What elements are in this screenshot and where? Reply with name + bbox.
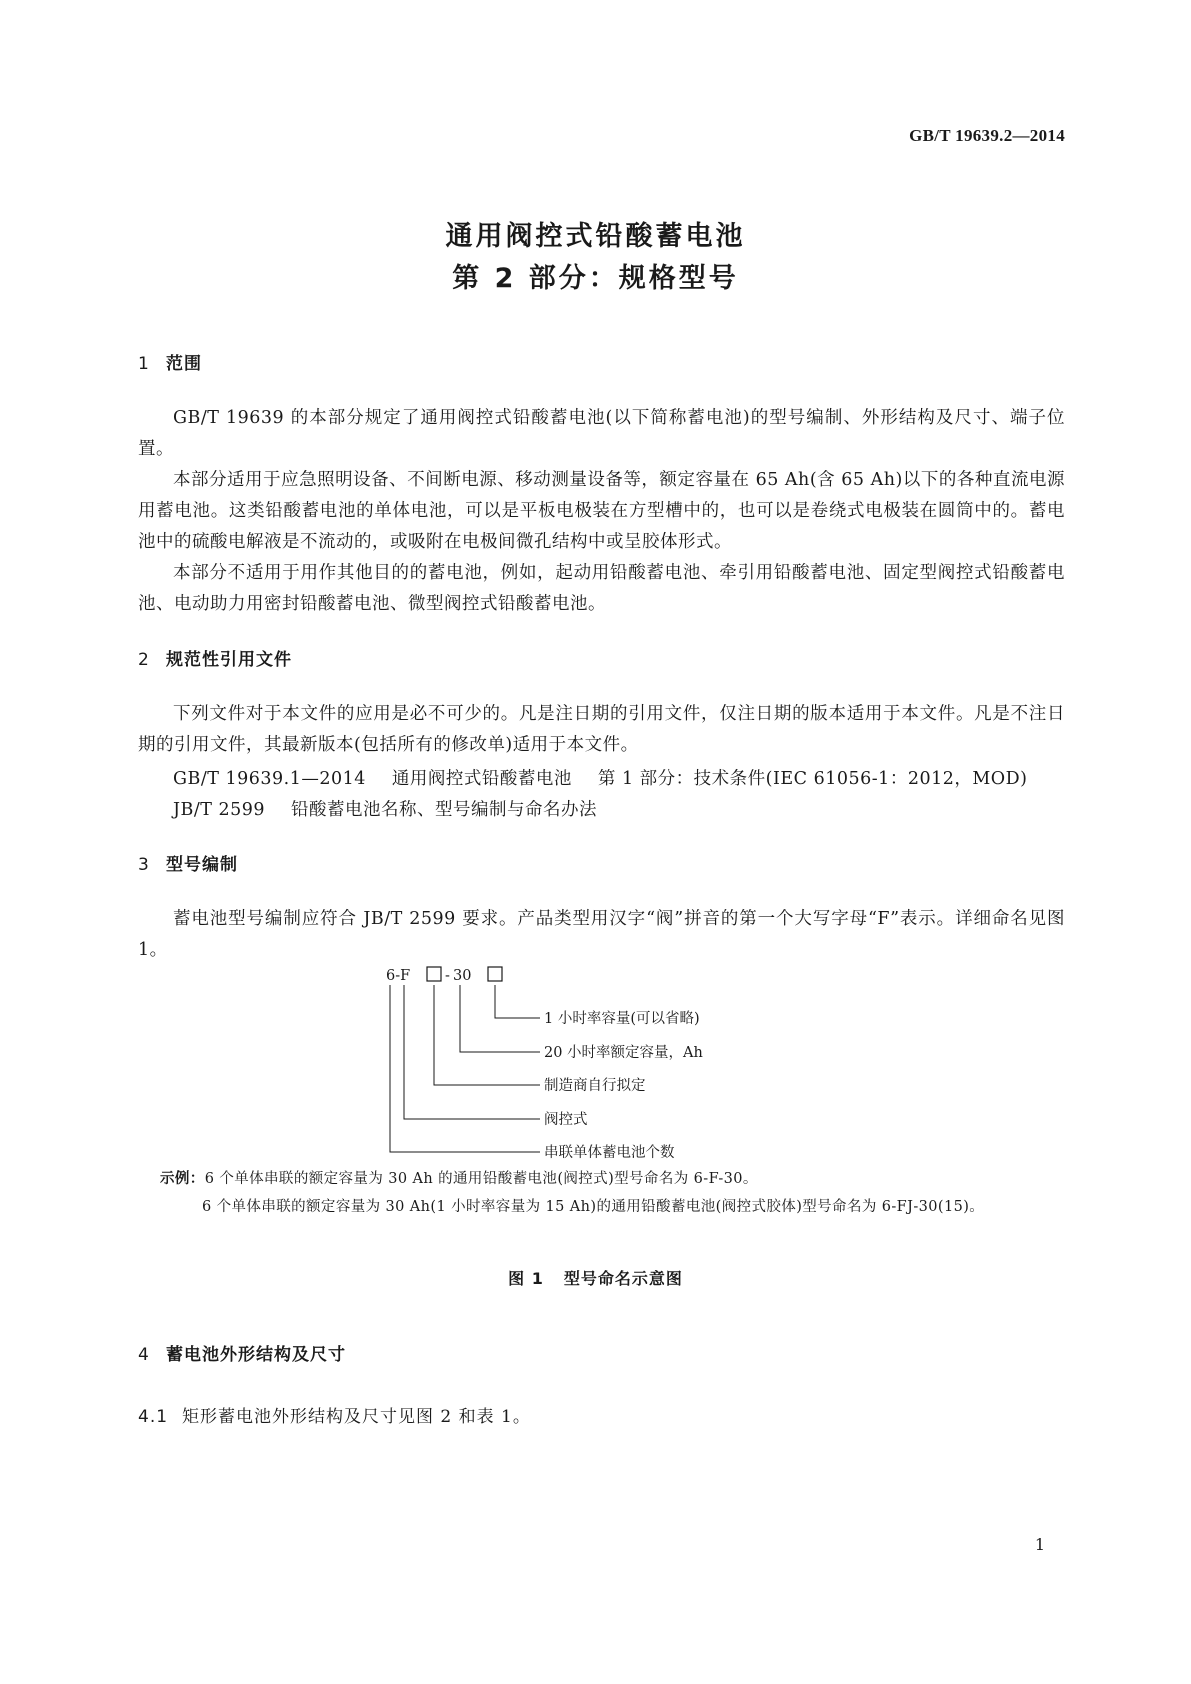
model-prefix: 6-F — [386, 968, 411, 984]
section-title: 蓄电池外形结构及尺寸 — [166, 1345, 346, 1365]
label-1h-capacity: 1 小时率容量(可以省略) — [544, 1011, 700, 1027]
section-number: 1 — [138, 354, 150, 374]
example-text-1: 6 个单体串联的额定容量为 30 Ah 的通用铅酸蓄电池(阀控式)型号命名为 6-F-30。 — [204, 1171, 758, 1187]
reference-title: 铅酸蓄电池名称、型号编制与命名办法 — [291, 800, 598, 820]
section-1-paragraph-2: 本部分适用于应急照明设备、不间断电源、移动测量设备等，额定容量在 65 Ah(含 65 Ah)以下的各种直流电源用蓄电池。这类铅酸蓄电池的单体电池，可以是平板电极装在方型槽中的，也可以是卷绕式电极装在圆筒中的。蓄电池中的硫酸电解液是不流动的，或吸附在电极间微孔结构中或呈胶体形式。 — [138, 470, 1065, 552]
label-manufacturer: 制造商自行拟定 — [544, 1078, 646, 1094]
figure-caption — [0, 1266, 1191, 1289]
subsection-text: 矩形蓄电池外形结构及尺寸见图 2 和表 1。 — [182, 1407, 531, 1427]
section-4-heading — [138, 1340, 346, 1365]
example-note-2: 6 个单体串联的额定容量为 30 Ah(1 小时率容量为 15 Ah)的通用铅酸蓄电池(阀控式胶体)型号命名为 6-FJ-30(15)。 — [202, 1199, 985, 1215]
leader-line-manufacturer — [434, 985, 540, 1085]
section-title: 范围 — [166, 354, 202, 374]
label-cell-count: 串联单体蓄电池个数 — [544, 1145, 675, 1161]
leader-line-cell-count — [390, 985, 540, 1152]
section-number: 2 — [138, 650, 150, 670]
section-1-paragraph-1: GB/T 19639 的本部分规定了通用阀控式铅酸蓄电池(以下简称蓄电池)的型号编制、外形结构及尺寸、端子位置。 — [138, 408, 1065, 459]
section-number: 4 — [138, 1345, 150, 1365]
document-title: 通用阀控式铅酸蓄电池 — [445, 221, 746, 252]
example-label: 示例： — [160, 1171, 205, 1187]
section-title: 规范性引用文件 — [166, 650, 292, 670]
document-subtitle: 第 2 部分：规格型号 — [452, 263, 739, 294]
figure-title: 型号命名示意图 — [563, 1269, 683, 1288]
reference-code: GB/T 19639.1—2014 — [173, 769, 366, 789]
standard-code: GB/T 19639.2—2014 — [909, 126, 1065, 145]
placeholder-box-manufacturer — [427, 967, 441, 981]
subsection-number: 4.1 — [138, 1407, 169, 1427]
model-capacity: 30 — [453, 968, 472, 984]
label-20h-capacity: 20 小时率额定容量，Ah — [544, 1045, 703, 1061]
leader-line-1h-capacity — [495, 985, 540, 1018]
placeholder-box-1h-capacity — [488, 967, 502, 981]
section-1-paragraph-3: 本部分不适用于用作其他目的的蓄电池，例如，起动用铅酸蓄电池、牵引用铅酸蓄电池、固定型阀控式铅酸蓄电池、电动助力用密封铅酸蓄电池、微型阀控式铅酸蓄电池。 — [138, 563, 1065, 614]
subsection-4-1 — [138, 1402, 531, 1427]
section-2-paragraph: 下列文件对于本文件的应用是必不可少的。凡是注日期的引用文件，仅注日期的版本适用于本文件。凡是不注日期的引用文件，其最新版本(包括所有的修改单)适用于本文件。 — [138, 704, 1065, 755]
reference-part: 第 1 部分：技术条件(IEC 61056-1：2012，MOD) — [597, 769, 1028, 789]
section-3-paragraph: 蓄电池型号编制应符合 JB/T 2599 要求。产品类型用汉字“阀”拼音的第一个大写字母“F”表示。详细命名见图 1。 — [138, 909, 1065, 960]
reference-title: 通用阀控式铅酸蓄电池 — [391, 769, 572, 789]
label-valve-regulated: 阀控式 — [544, 1112, 588, 1128]
section-title: 型号编制 — [166, 855, 238, 875]
example-note-1 — [160, 1167, 1040, 1192]
model-dash: - — [445, 968, 450, 984]
page-number: 1 — [1034, 1535, 1045, 1554]
figure-number: 图 1 — [508, 1269, 544, 1288]
section-number: 3 — [138, 855, 150, 875]
reference-code: JB/T 2599 — [173, 800, 266, 820]
